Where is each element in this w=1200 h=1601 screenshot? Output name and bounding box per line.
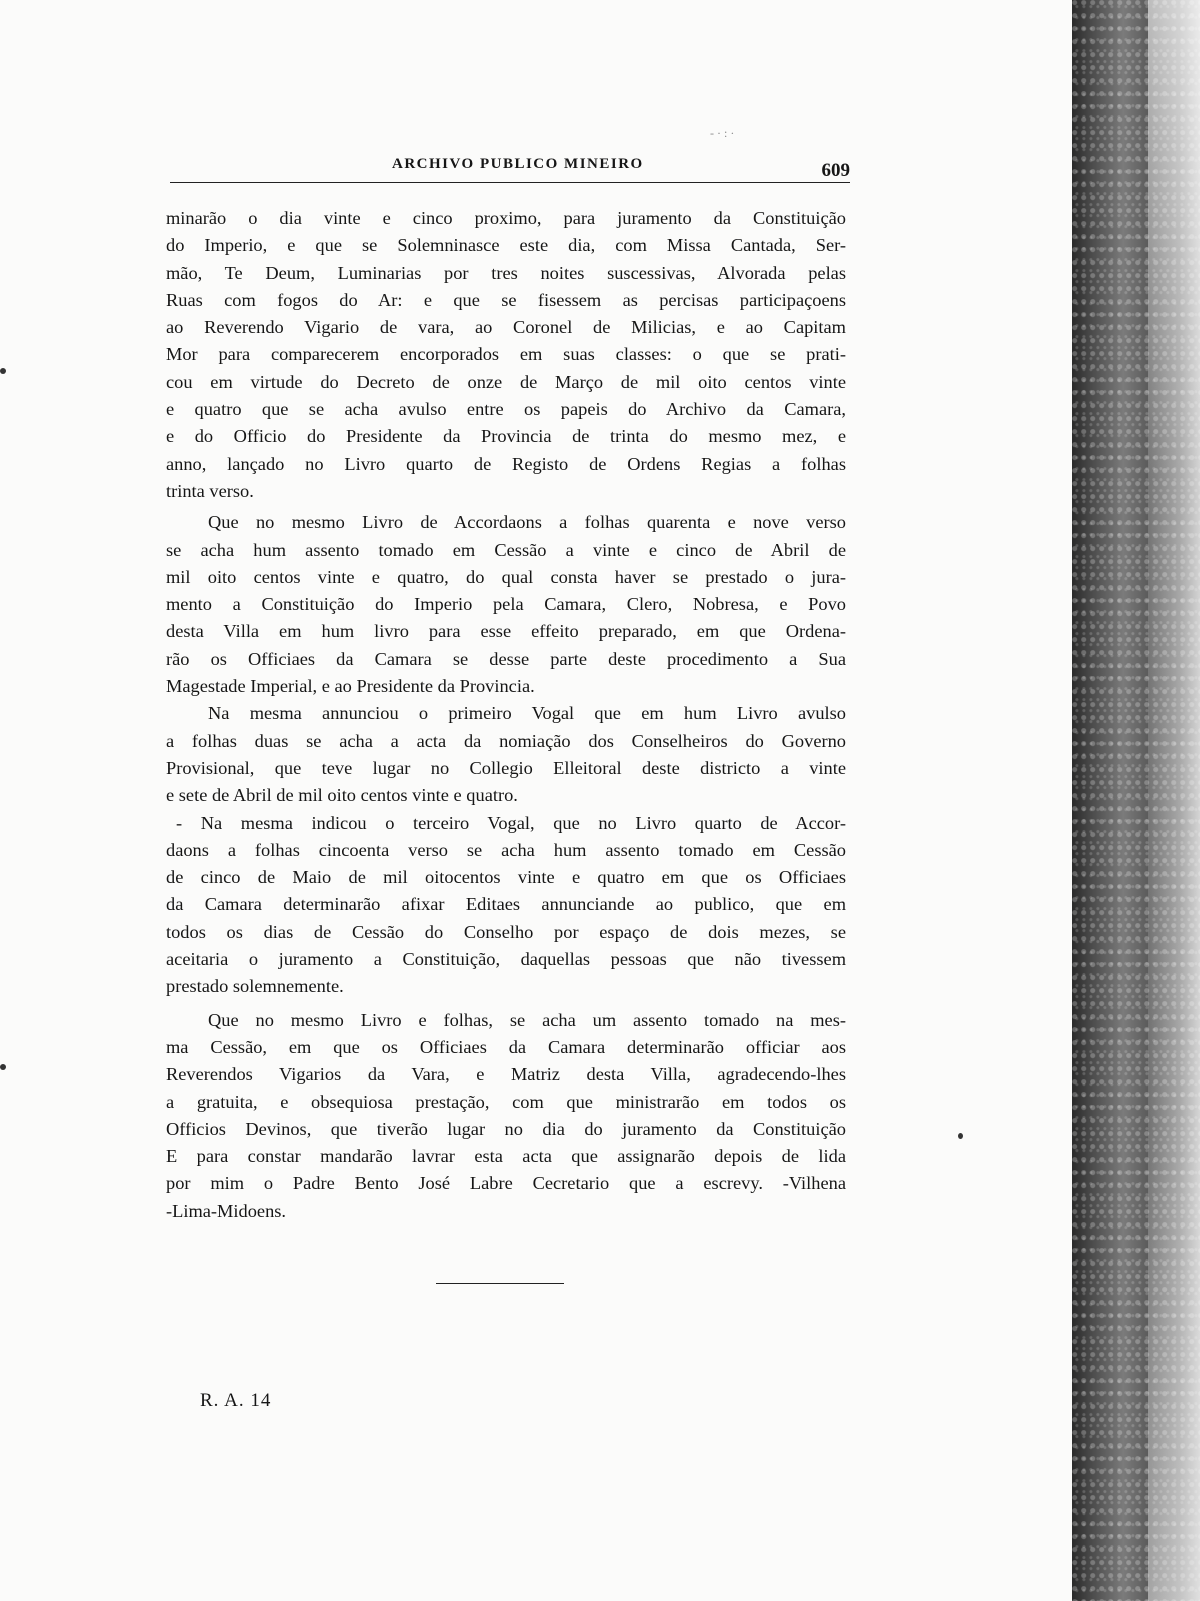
text-line: todos os dias de Cessão do Conselho por espaço de dois mezes, se [166,921,846,942]
text-line: Ruas com fogos do Ar: e que se fisessem as percisas participaçoens [166,289,846,310]
signature-mark: R. A. 14 [200,1390,272,1411]
text-line: minarão o dia vinte e cinco proximo, para juramento da Constituição [166,208,846,228]
text-line: Magestade Imperial, e ao Presidente da Provincia. [166,676,535,697]
text-line: aceitaria o juramento a Constituição, daquellas pessoas que não tivessem [166,949,846,970]
text-line: e do Officio do Presidente da Provincia de trinta do mesmo mez, e [166,426,846,447]
text-line: de cinco de Maio de mil oitocentos vinte e quatro em que os Officiaes [166,867,846,888]
body-text [166,205,846,1225]
text-line: do Imperio, e que se Solemninasce este dia, com Missa Cantada, Ser- [166,235,846,256]
text-line: a gratuita, e obsequiosa prestação, com que ministrarão em todos os [166,1091,846,1112]
text-line: mão, Te Deum, Luminarias por tres noites suscessivas, Alvorada pelas [166,262,846,283]
text-line: Reverendos Vigarios da Vara, e Matriz desta Villa, agradecendo-lhes [166,1064,846,1085]
text-line: Na mesma annunciou o primeiro Vogal que em hum Livro avulso [208,703,846,724]
text-line: e quatro que se acha avulso entre os papeis do Archivo da Camara, [166,399,846,420]
text-line: daons a folhas cincoenta verso se acha hum assento tomado em Cessão [166,839,846,860]
text-line: por mim o Padre Bento José Labre Cecretario que a escrevy. -Vilhena [166,1173,846,1194]
text-line: Provisional, que teve lugar no Collegio Elleitoral deste districto a vinte [166,757,846,778]
text-line: trinta verso. [166,480,254,501]
text-line: prestado solemnemente. [166,976,344,997]
text-line: a folhas duas se acha a acta da nomiação dos Conselheiros do Governo [166,730,846,751]
text-line: Mor para comparecerem encorporados em suas classes: o que se prati- [166,344,846,365]
paragraph [166,509,846,700]
speck [958,1133,963,1139]
text-line: Que no mesmo Livro de Accordaons a folhas quarenta e nove verso [208,512,846,533]
paragraph [166,700,846,809]
paragraph [166,205,846,505]
text-line: -Lima-Midoens. [166,1200,287,1221]
running-header [170,126,850,188]
text-line: mil oito centos vinte e quatro, do qual consta haver se prestado o jura- [166,566,846,587]
margin-mark [0,1064,6,1070]
text-line: desta Villa em hum livro para esse effeito preparado, em que Ordena- [166,621,846,642]
ink-smudge: -·:· [710,126,738,140]
edge-highlight [1148,0,1200,1601]
text-line: ao Reverendo Vigario de vara, ao Coronel de Milicias, e ao Capitam [166,317,846,338]
margin-mark [0,368,6,374]
text-line: Que no mesmo Livro e folhas, se acha um assento tomado na mes- [208,1009,846,1030]
text-line: se acha hum assento tomado em Cessão a vinte e cinco de Abril de [166,539,846,560]
header-rule [170,182,850,183]
end-rule [436,1283,564,1284]
header-title: ARCHIVO PUBLICO MINEIRO [392,156,644,172]
text-line: cou em virtude do Decreto de onze de Março de mil oito centos vinte [166,371,846,392]
text-line: anno, lançado no Livro quarto de Registo de Ordens Regias a folhas [166,453,846,474]
text-line: E para constar mandarão lavrar esta acta que assignarão depois de lida [166,1146,846,1167]
paragraph [166,1007,846,1225]
text-line: Officios Devinos, que tiverão lugar no dia do juramento da Constituição [166,1118,846,1139]
text-line: ma Cessão, em que os Officiaes da Camara determinarão officiar aos [166,1036,846,1057]
text-line: da Camara determinarão afixar Editaes annunciande ao publico, que em [166,894,846,915]
paragraph [166,810,846,1001]
page-number: 609 [821,160,850,181]
text-line: - Na mesma indicou o terceiro Vogal, que no Livro quarto de Accor- [176,812,846,833]
text-line: rão os Officiaes da Camara se desse parte deste procedimento a Sua [166,648,846,669]
text-line: e sete de Abril de mil oito centos vinte e quatro. [166,785,518,806]
text-line: mento a Constituição do Imperio pela Camara, Clero, Nobresa, e Povo [166,594,846,615]
